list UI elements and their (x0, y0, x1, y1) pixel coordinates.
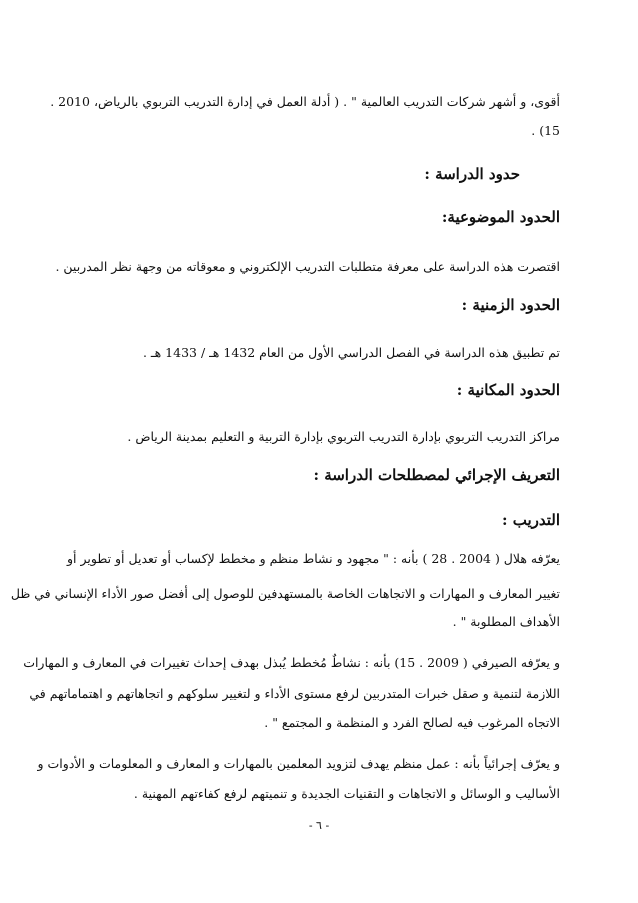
intro-line-1: أقوى، و أشهر شركات التدريب العالمية " . ( أدلة العمل في إدارة التدريب التربوي بالرياض، 2010 . (50, 94, 560, 109)
definition-3-line-1: و يعرّف إجرائياً بأنه : عمل منظم يهدف لتزويد المعلمين بالمهارات و المعارف و المعلومات و الأدوات و (37, 756, 560, 771)
training-heading: التدريب : (501, 511, 560, 529)
definition-2-line-3: الاتجاه المرغوب فيه لصالح الفرد و المنظمة و المجتمع " . (264, 715, 560, 730)
definition-1-line-1: يعرّفه هلال ( 2004 . 28 ) بأنه : " مجهود و نشاط منظم و مخطط لإكساب أو تعديل أو تطوير أو (67, 551, 560, 566)
place-limits-text: مراكز التدريب التربوي بإدارة التدريب التربوي بإدارة التربية و التعليم بمدينة الرياض . (127, 429, 560, 444)
study-limits-heading: حدود الدراسة : (424, 165, 520, 183)
time-limits-heading: الحدود الزمنية : (461, 296, 560, 314)
subject-limits-heading: الحدود الموضوعية: (441, 208, 560, 226)
definition-1-line-3: الأهداف المطلوبة " . (452, 614, 560, 629)
time-limits-text: تم تطبيق هذه الدراسة في الفصل الدراسي الأول من العام 1432 هـ / 1433 هـ . (142, 345, 560, 360)
definition-2-line-2: اللازمة لتنمية و صقل خبرات المتدربين لرفع مستوى الأداء و لتغيير سلوكهم و اتجاهاتهم و اهتماماتهم في (29, 686, 560, 701)
subject-limits-text: اقتصرت هذه الدراسة على معرفة متطلبات التدريب الإلكتروني و معوقاته من وجهة نظر المدربين . (55, 259, 560, 274)
definitions-heading: التعريف الإجرائي لمصطلحات الدراسة : (313, 466, 560, 484)
intro-line-2: 15) . (531, 123, 560, 138)
place-limits-heading: الحدود المكانية : (456, 381, 560, 399)
definition-3-line-2: الأساليب و الوسائل و الاتجاهات و التقنيات الجديدة و تنميتهم لرفع كفاءتهم المهنية . (133, 786, 560, 801)
page-number: - ٦ - (308, 819, 330, 832)
definition-1-line-2: تغيير المعارف و المهارات و الاتجاهات الخاصة بالمستهدفين للوصول إلى أفضل صور الأداء الإنساني في ظل (10, 586, 560, 601)
definition-2-line-1: و يعرّفه الصيرفي ( 2009 . 15) بأنه : نشاطٌ مُخطط يُبذل بهدف إحداث تغييرات في المعارف و المهارات (23, 655, 560, 670)
